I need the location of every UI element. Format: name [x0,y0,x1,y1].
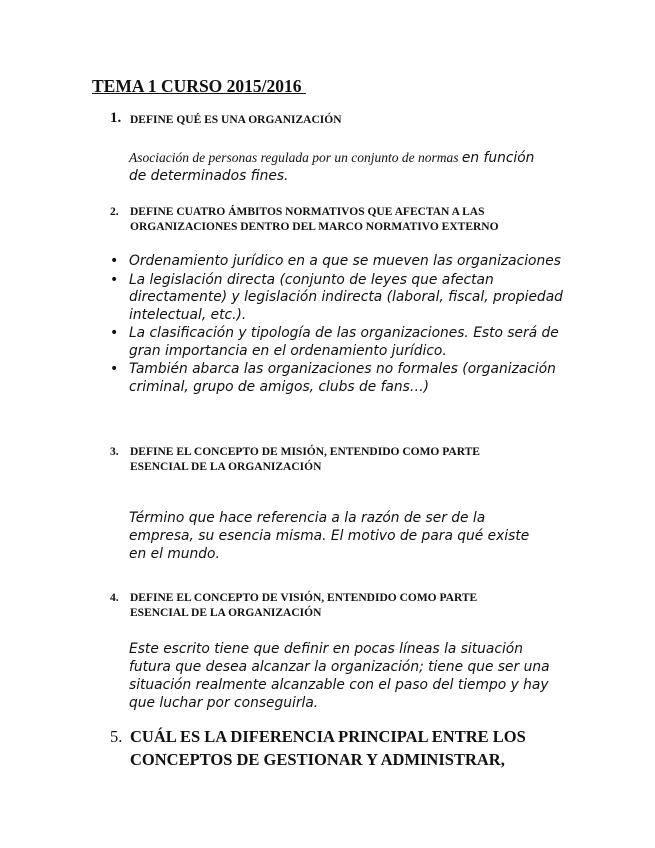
answer-3: Término que hace referencia a la razón de ser de la empresa, su esencia misma. El motivo de para qué existe en el mundo. [129,510,530,562]
answer-1 [129,149,549,185]
answer-text-serif: Asociación de personas regulada por un conjunto de normas [129,150,462,165]
question-3 [110,445,530,475]
question-1 [110,111,342,128]
list-item: • La legislación directa (conjunto de leyes que afectan directamente) y legislación indirecta (laboral, fiscal, propiedad intelectual, etc.). [110,271,563,323]
bullet-icon: • [110,361,119,377]
bullet-icon: • [110,325,119,341]
question-text: DEFINE EL CONCEPTO DE VISIÓN, ENTENDIDO COMO PARTE ESENCIAL DE LA ORGANIZACIÓN [130,592,478,619]
question-5 [110,725,560,771]
list-item: • Ordenamiento jurídico en a que se mueven las organizaciones [110,253,561,269]
question-text: DEFINE EL CONCEPTO DE MISIÓN, ENTENDIDO COMO PARTE ESENCIAL DE LA ORGANIZACIÓN [130,446,480,473]
bullet-icon: • [110,253,119,269]
question-text: DEFINE CUATRO ÁMBITOS NORMATIVOS QUE AFECTAN A LAS ORGANIZACIONES DENTRO DEL MARCO NORMATIVO EXTERNO [130,206,499,233]
question-number: 2. [110,206,119,218]
question-4 [110,591,530,621]
document-title: TEMA 1 CURSO 2015/2016 [92,76,306,96]
list-item: • También abarca las organizaciones no formales (organización criminal, grupo de amigos, clubs de fans…) [110,361,556,395]
question-number: 4. [110,592,119,604]
question-text: DEFINE QUÉ ES UNA ORGANIZACIÓN [130,114,342,126]
question-text: CUÁL ES LA DIFERENCIA PRINCIPAL ENTRE LOS CONCEPTOS DE GESTIONAR Y ADMINISTRAR, [130,727,526,769]
question-number: 5. [110,727,123,746]
question-2 [110,205,550,235]
bullet-icon: • [110,271,119,288]
question-number: 1. [110,110,122,126]
answer-text-sans: en función de determinados fines. [129,150,535,184]
list-item: • La clasificación y tipología de las organizaciones. Esto será de gran importancia en el ordenamiento jurídico. [110,325,559,359]
answer-2-list [110,253,580,397]
question-number: 3. [110,446,119,458]
answer-4: Este escrito tiene que definir en pocas líneas la situación futura que desea alcanzar la organización; tiene que ser una situación realmente alcanzable con el paso del tiempo y hay que luchar por conseguirla. [129,641,550,711]
